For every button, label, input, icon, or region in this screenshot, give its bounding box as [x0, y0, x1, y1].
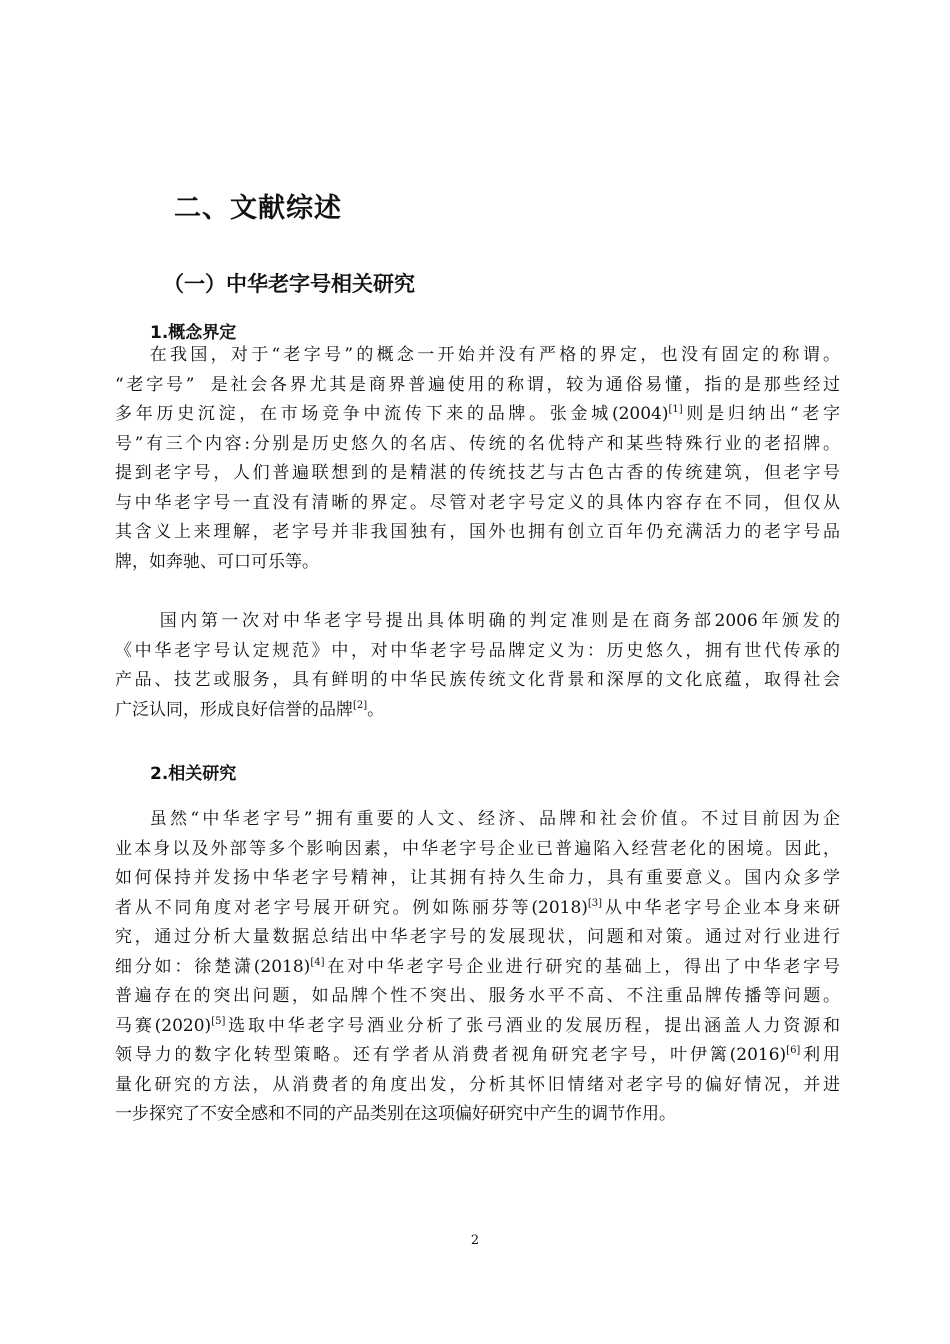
citation-reference: [5] [211, 1015, 226, 1027]
paragraph-line: 牌，如奔驰、可口可乐等。 [115, 551, 319, 572]
paragraph-line: 提到老字号，人们普遍联想到的是精湛的传统技艺与古色古香的传统建筑，但老字号 [115, 463, 840, 483]
citation-reference: [1] [668, 404, 683, 415]
paragraph-line: 其含义上来理解，老字号并非我国独有，国外也拥有创立百年仍充满活力的老字号品 [115, 522, 840, 542]
subsection-heading-research: 2.相关研究 [150, 764, 237, 784]
paragraph-line: “老字号” 是社会各界尤其是商界普遍使用的称谓，较为通俗易懂，指的是那些经过 [115, 374, 840, 395]
paragraph-line: 量化研究的方法，从消费者的角度出发，分析其怀旧情绪对老字号的偏好情况，并进 [115, 1074, 840, 1095]
paragraph-line: 在我国，对于“老字号”的概念一开始并没有严格的界定，也没有固定的称谓。 [115, 345, 840, 365]
paragraph-line: 多年历史沉淀，在市场竞争中流传下来的品牌。张金城(2004)[1]则是归纳出“老字 [115, 404, 840, 424]
paragraph-line: 业本身以及外部等多个影响因素，中华老字号企业已普遍陷入经营老化的困境。因此， [115, 838, 840, 859]
paragraph-line: 广泛认同，形成良好信誉的品牌[2]。 [115, 699, 385, 720]
citation-reference: [3] [587, 897, 603, 909]
paragraph-line: 虽然“中华老字号”拥有重要的人文、经济、品牌和社会价值。不过目前因为企 [115, 809, 840, 829]
paragraph-line: 细分如：徐楚潇(2018)[4]在对中华老字号企业进行研究的基础上，得出了中华老字号 [115, 956, 841, 977]
paragraph-concept-2 [115, 607, 840, 725]
page-number: 2 [470, 1233, 480, 1248]
citation-reference: [2] [353, 699, 368, 711]
paragraph-line: 《中华老字号认定规范》中，对中华老字号品牌定义为：历史悠久，拥有世代传承的 [115, 640, 840, 661]
paragraph-concept-1 [115, 341, 840, 577]
paragraph-line: 与中华老字号一直没有清晰的界定。尽管对老字号定义的具体内容存在不同，但仅从 [115, 492, 840, 513]
section-heading: （一）中华老字号相关研究 [163, 272, 415, 296]
paragraph-line: 究，通过分析大量数据总结出中华老字号的发展现状，问题和对策。通过对行业进行 [115, 927, 840, 947]
chapter-heading: 二、文献综述 [174, 193, 342, 224]
paragraph-line: 一步探究了不安全感和不同的产品类别在这项偏好研究中产生的调节作用。 [115, 1104, 676, 1124]
paragraph-line: 产品、技艺或服务，具有鲜明的中华民族传统文化背景和深厚的文化底蕴，取得社会 [115, 670, 840, 690]
subsection-heading-concept: 1.概念界定 [150, 323, 237, 343]
paragraph-line: 如何保持并发扬中华老字号精神，让其拥有持久生命力，具有重要意义。国内众多学 [115, 868, 840, 888]
paragraph-line: 号”有三个内容:分别是历史悠久的名店、传统的名优特产和某些特殊行业的老招牌。 [115, 433, 840, 454]
paragraph-line: 者从不同角度对老字号展开研究。例如陈丽芬等(2018)[3]从中华老字号企业本身来研 [115, 897, 841, 918]
paragraph-line: 国内第一次对中华老字号提出具体明确的判定准则是在商务部2006年颁发的 [115, 611, 840, 631]
citation-reference: [6] [786, 1045, 801, 1056]
paragraph-line: 普遍存在的突出问题，如品牌个性不突出、服务水平不高、不注重品牌传播等问题。 [115, 986, 840, 1006]
paragraph-line: 领导力的数字化转型策略。还有学者从消费者视角研究老字号，叶伊篱(2016)[6]利用 [115, 1045, 840, 1065]
paragraph-research [115, 805, 840, 1130]
paragraph-line: 马赛(2020)[5]选取中华老字号酒业分析了张弓酒业的发展历程，提出涵盖人力资源和 [115, 1015, 841, 1036]
citation-reference: [4] [310, 956, 325, 968]
